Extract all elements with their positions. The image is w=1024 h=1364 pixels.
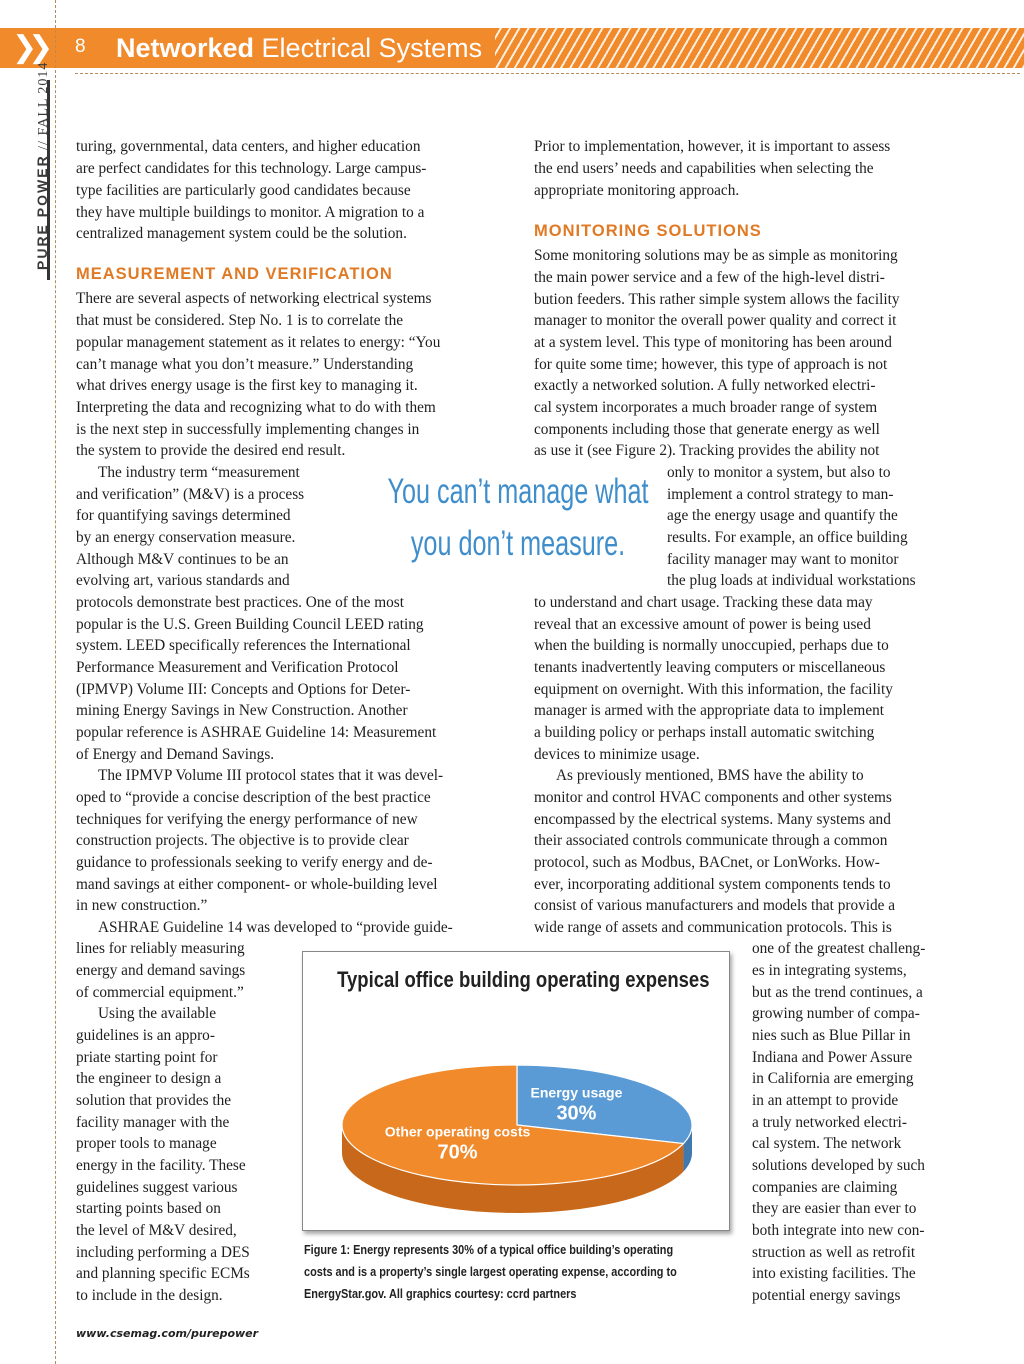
body-text-line: energy in the facility. These — [76, 1157, 246, 1174]
body-text-line: lines for reliably measuring — [76, 940, 245, 957]
body-text-line: the system to provide the desired end result. — [76, 442, 346, 459]
body-text-line: only to monitor a system, but also to — [667, 464, 891, 481]
body-text-line: in California are emerging — [752, 1070, 914, 1087]
body-text-line: but as the trend continues, a — [752, 984, 923, 1001]
section-title-bold: Networked — [116, 33, 255, 63]
body-text-line: solution that provides the — [76, 1092, 232, 1109]
body-text-line: components including those that generate energy as well — [534, 421, 880, 438]
body-text-line: centralized management system could be the solution. — [76, 225, 407, 242]
body-text-line: construction projects. The objective is to provide clear — [76, 832, 409, 849]
body-text-line: oped to “provide a concise description of the best practice — [76, 789, 431, 806]
body-text-line: guidelines suggest various — [76, 1179, 238, 1196]
body-text-line: devices to minimize usage. — [534, 746, 700, 763]
body-text-line: mining Energy Savings in New Construction. Another — [76, 702, 408, 719]
body-text-line: a truly networked electri- — [752, 1114, 908, 1131]
body-text-line: facility manager may want to monitor — [667, 551, 899, 568]
body-text-line: in an attempt to provide — [752, 1092, 899, 1109]
body-text-line: the engineer to design a — [76, 1070, 222, 1087]
figure-pie-chart — [302, 951, 730, 1231]
body-text-line: popular is the U.S. Green Building Council LEED rating — [76, 616, 424, 633]
body-text-line: to include in the design. — [76, 1287, 223, 1304]
body-text-line: wide range of assets and communication protocols. This is — [534, 919, 892, 936]
body-text-line: protocol, such as Modbus, BACnet, or LonWorks. How- — [534, 854, 880, 871]
body-text-line: evolving art, various standards and — [76, 572, 290, 589]
body-text-line: (IPMVP) Volume III: Concepts and Options for Deter- — [76, 681, 411, 698]
body-text-line: consist of various manufacturers and models that provide a — [534, 897, 896, 914]
body-text-line: energy and demand savings — [76, 962, 246, 979]
figure-caption-line-2: costs and is a property’s single largest operating expense, according to — [304, 1264, 677, 1279]
section-heading: MONITORING SOLUTIONS — [534, 222, 762, 240]
section-title — [116, 30, 482, 66]
body-text-line: to understand and chart usage. Tracking these data may — [534, 594, 873, 611]
body-text-line: implement a control strategy to man- — [667, 486, 894, 503]
header-hatch-decoration — [495, 28, 1024, 68]
body-text-line: The IPMVP Volume III protocol states that it was devel- — [98, 767, 444, 784]
body-text-line: is the next step in successfully implementing changes in — [76, 421, 420, 438]
figure-caption-line-3: EnergyStar.gov. All graphics courtesy: ccrd partners — [304, 1286, 577, 1301]
figure-caption-line-1: Figure 1: Energy represents 30% of a typical office building’s operating — [304, 1242, 674, 1257]
body-text-line: including performing a DES — [76, 1244, 250, 1261]
body-text-line: es in integrating systems, — [752, 962, 907, 979]
body-text-line: tenants inadvertently leaving computers or miscellaneous — [534, 659, 886, 676]
body-text-line: mand savings at either component- or whole-building level — [76, 876, 438, 893]
body-text-line: techniques for verifying the energy performance of new — [76, 811, 418, 828]
body-text-line: at a system level. This type of monitoring has been around — [534, 334, 892, 351]
body-text-line: type facilities are particularly good candidates because — [76, 182, 411, 199]
body-text-line: manager to monitor the overall power quality and correct it — [534, 312, 897, 329]
body-text-line: the plug loads at individual workstations — [667, 572, 916, 589]
pie-slice-label-1: Other operating costs — [384, 1123, 531, 1140]
body-text-line: Prior to implementation, however, it is important to assess — [534, 138, 891, 155]
sidebar-label — [34, 62, 52, 270]
body-text-line: struction as well as retrofit — [752, 1244, 916, 1261]
body-text-line: and verification” (M&V) is a process — [76, 486, 305, 503]
body-text-line: as use it (see Figure 2). Tracking provides the ability not — [534, 442, 880, 459]
body-text-line: There are several aspects of networking electrical systems — [76, 290, 432, 307]
section-heading: MEASUREMENT AND VERIFICATION — [76, 265, 393, 283]
body-text-line: solutions developed by such — [752, 1157, 925, 1174]
body-text-line: for quite some time; however, this type of approach is not — [534, 356, 888, 373]
body-text-line: they are easier than ever to — [752, 1200, 917, 1217]
pie-slice-label-0: Energy usage — [530, 1084, 623, 1101]
body-text-line: can’t manage what you don’t measure.” Understanding — [76, 356, 414, 373]
body-text-line: guidelines is an appro- — [76, 1027, 215, 1044]
body-text-line: proper tools to manage — [76, 1135, 217, 1152]
body-text-line: reveal that an excessive amount of power is being used — [534, 616, 871, 633]
pie-slice-value-0: 30% — [556, 1102, 597, 1125]
body-text-line: popular reference is ASHRAE Guideline 14: Measurement — [76, 724, 437, 741]
body-text-line: Performance Measurement and Verification Protocol — [76, 659, 399, 676]
body-text-line: the level of M&V desired, — [76, 1222, 237, 1239]
body-text-line: Using the available — [98, 1005, 217, 1022]
pull-quote-line-1: You can’t manage what — [387, 472, 649, 511]
body-text-line: encompassed by the electrical systems. Many systems and — [534, 811, 891, 828]
body-text-line: ASHRAE Guideline 14 was developed to “provide guide- — [98, 919, 453, 936]
body-text-line: in new construction.” — [76, 897, 208, 914]
sidebar-issue: // FALL 2014 — [36, 61, 51, 155]
body-text-line: manager is armed with the appropriate data to implement — [534, 702, 885, 719]
body-text-line: a building policy or perhaps install automatic switching — [534, 724, 875, 741]
body-text-line: bution feeders. This rather simple system allows the facility — [534, 291, 900, 308]
body-text-line: appropriate monitoring approach. — [534, 182, 740, 199]
body-text-line: results. For example, an office building — [667, 529, 908, 546]
body-text-line: cal system incorporates a much broader range of system — [534, 399, 878, 416]
body-text-line: cal system. The network — [752, 1135, 902, 1152]
body-text-line: companies are claiming — [752, 1179, 898, 1196]
pull-quote-line-2: you don’t measure. — [410, 524, 626, 563]
body-text-line: guidance to professionals seeking to verify energy and de- — [76, 854, 433, 871]
body-text-line: As previously mentioned, BMS have the ability to — [556, 767, 864, 784]
body-text-line: potential energy savings — [752, 1287, 901, 1304]
body-text-line: The industry term “measurement — [98, 464, 300, 481]
body-text-line: popular management statement as it relates to energy: “You — [76, 334, 441, 351]
body-text-line: that must be considered. Step No. 1 is to correlate the — [76, 312, 404, 329]
sidebar-brand: PURE POWER — [34, 154, 50, 270]
body-text-line: facility manager with the — [76, 1114, 230, 1131]
body-text-line: by an energy conservation measure. — [76, 529, 296, 546]
header-divider — [75, 73, 1020, 74]
body-text-line: priate starting point for — [76, 1049, 218, 1066]
margin-divider — [55, 0, 56, 1364]
section-title-rest: Electrical Systems — [254, 33, 483, 63]
body-text-line: Indiana and Power Assure — [752, 1049, 913, 1066]
body-text-line: monitor and control HVAC components and other systems — [534, 789, 892, 806]
body-text-line: starting points based on — [76, 1200, 221, 1217]
body-text-line: of Energy and Demand Savings. — [76, 746, 275, 763]
body-text-line: when the building is normally unoccupied, perhaps due to — [534, 637, 889, 654]
body-text-line: system. LEED specifically references the International — [76, 637, 411, 654]
body-text-line: they have multiple buildings to monitor. A migration to a — [76, 204, 425, 221]
body-text-line: exactly a networked solution. A fully networked electri- — [534, 377, 876, 394]
body-text-line: the main power service and a few of the high-level distri- — [534, 269, 885, 286]
body-text-line: the end users’ needs and capabilities when selecting the — [534, 160, 874, 177]
footer-url: www.csemag.com/purepower — [76, 1327, 259, 1340]
body-text-line: what drives energy usage is the first key to managing it. — [76, 377, 418, 394]
page-number: 8 — [75, 36, 86, 57]
body-text-line: Interpreting the data and recognizing what to do with them — [76, 399, 436, 416]
body-text-line: both integrate into new con- — [752, 1222, 925, 1239]
figure-title: Typical office building operating expenses — [337, 967, 710, 992]
body-text-line: age the energy usage and quantify the — [667, 507, 898, 524]
pie-slice-value-1: 70% — [437, 1141, 478, 1164]
body-text-line: of commercial equipment.” — [76, 984, 244, 1001]
body-text-line: into existing facilities. The — [752, 1265, 916, 1282]
double-chevron-icon: ❯❯ — [12, 30, 45, 65]
body-text-line: Some monitoring solutions may be as simple as monitoring — [534, 247, 898, 264]
body-text-line: ever, incorporating additional system components tends to — [534, 876, 891, 893]
body-text-line: nies such as Blue Pillar in — [752, 1027, 911, 1044]
pie-chart — [303, 952, 729, 1230]
body-text-line: growing number of compa- — [752, 1005, 920, 1022]
body-text-line: Although M&V continues to be an — [76, 551, 289, 568]
body-text-line: one of the greatest challeng- — [752, 940, 926, 957]
body-text-line: turing, governmental, data centers, and higher education — [76, 138, 421, 155]
body-text-line: for quantifying savings determined — [76, 507, 291, 524]
body-text-line: are perfect candidates for this technology. Large campus- — [76, 160, 427, 177]
section-header-bar — [0, 28, 1024, 68]
body-text-line: equipment on overnight. With this information, the facility — [534, 681, 893, 698]
body-text-line: their associated controls communicate through a common — [534, 832, 888, 849]
body-text-line: and planning specific ECMs — [76, 1265, 250, 1282]
body-text-line: protocols demonstrate best practices. One of the most — [76, 594, 404, 611]
